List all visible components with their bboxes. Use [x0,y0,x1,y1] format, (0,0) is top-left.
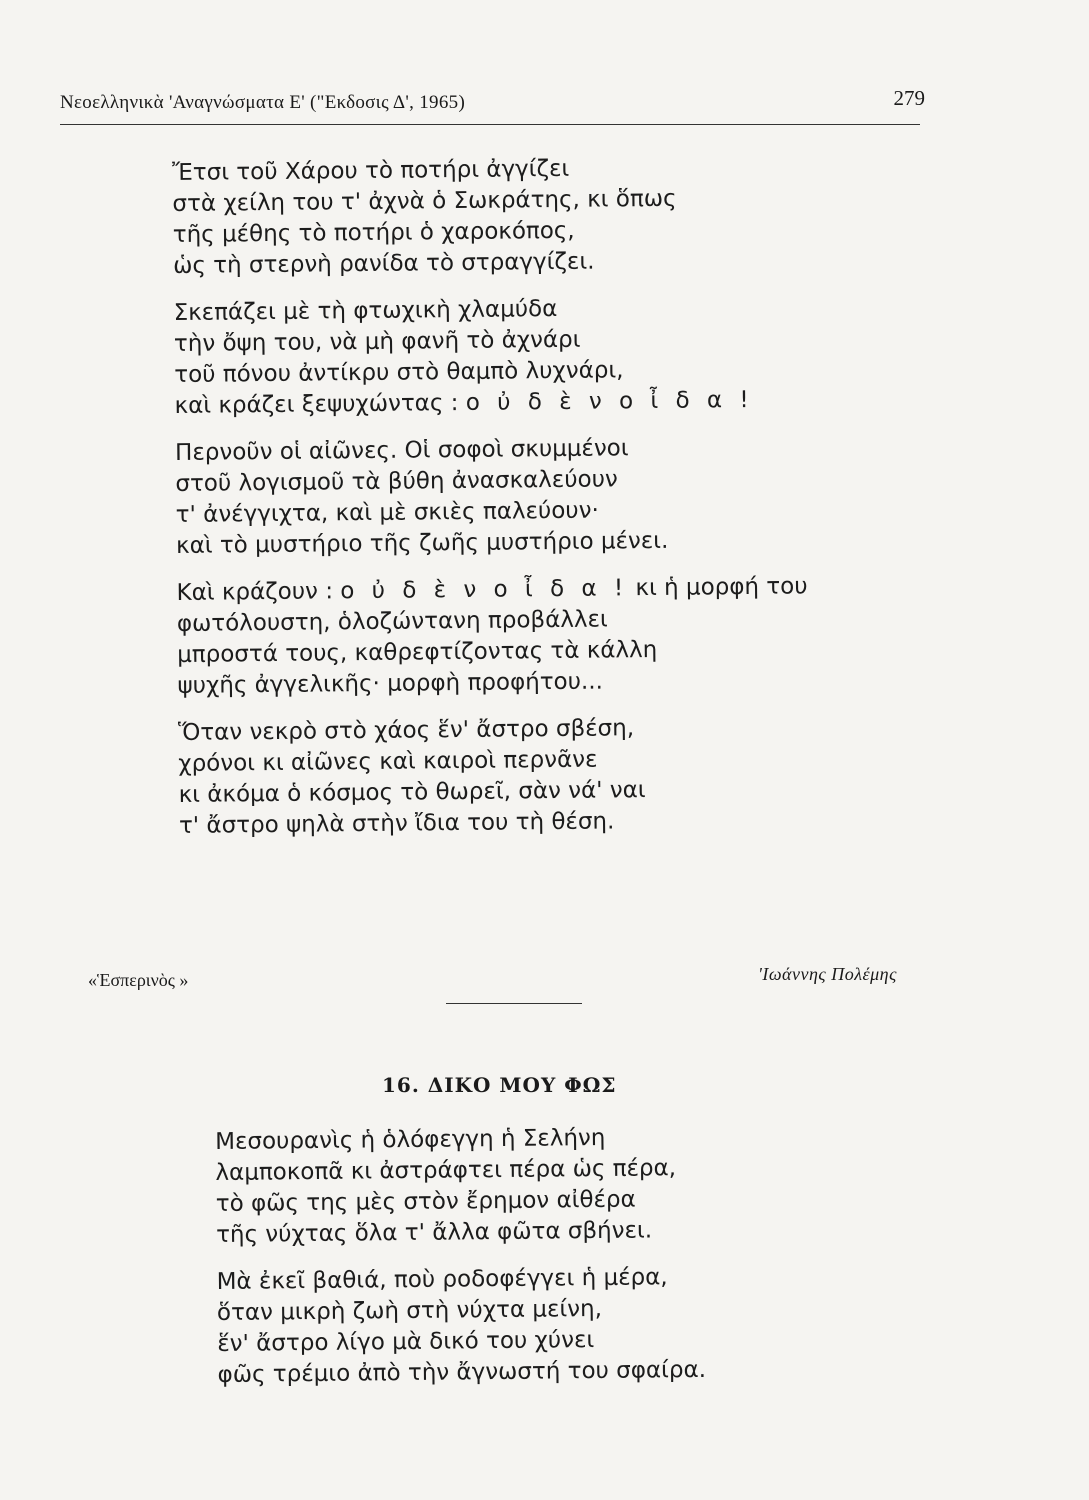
line-text: Καὶ κράζουν : [176,578,334,606]
line-text: κι ἡ μορφή του [635,573,808,602]
poem-diko-mou-fos [215,1122,706,1407]
poem-line: Περνοῦν οἱ αἰῶνες. Οἱ σοφοὶ σκυμμένοι [174,435,629,466]
poem-line: κι ἀκόμα ὁ κόσμος τὸ θωρεῖ, σὰν νά' ναι [178,777,646,808]
stanza [176,571,808,702]
poem-line: φῶς τρέμιο ἀπὸ τὴν ἄγνωστή του σφαίρα. [217,1356,707,1388]
spaced-quote: ο ὐ δ ὲ ν ο ἶ δ α ! [465,386,754,416]
poem-author: 'Ιωάννης Πολέμης [758,964,897,984]
spaced-quote: ο ὐ δ ὲ ν ο ἶ δ α ! [340,575,629,605]
poem-line: τῆς νύχτας ὅλα τ' ἄλλα φῶτα σβήνει. [215,1217,653,1248]
poem-line: Σκεπάζει μὲ τὴ φτωχικὴ χλαμύδα [173,295,558,326]
poem-line: στοῦ λογισμοῦ τὰ βύθη ἀνασκαλεύουν [175,466,618,497]
stanza [173,291,805,422]
poem-line: φωτόλουστη, ὁλοζώντανη προβάλλει [176,606,608,637]
poem-line: Ἔτσι τοῦ Χάρου τὸ ποτήρι ἀγγίζει [172,155,570,186]
poem-line: τὴν ὄψη του, νὰ μὴ φανῆ τὸ ἀχνάρι [173,326,581,357]
poem-line [174,384,805,422]
poem-line: τοῦ πόνου ἀντίκρυ στὸ θαμπὸ λυχνάρι, [174,357,624,388]
header-rule [60,124,920,125]
poem-line: τ' ἄστρο ψηλὰ στὴν ἴδια του τὴ θέση. [178,808,615,839]
stanza [178,711,810,842]
poem-line: τ' ἀνέγγιχτα, καὶ μὲ σκιὲς παλεύουν· [175,497,599,528]
poem-line: ὅταν μικρὴ ζωὴ στὴ νύχτα μείνη, [216,1295,603,1326]
stanza [175,431,807,562]
poem-source: «Ἑσπερινὸς » [88,970,189,990]
stanza [216,1262,706,1391]
poem-line: καὶ τὸ μυστήριο τῆς ζωῆς μυστήριο μένει. [175,527,669,559]
poem-line: χρόνοι κι αἰῶνες καὶ καιροὶ περνᾶνε [178,746,598,777]
poem-line: Μὰ ἐκεῖ βαθιά, ποὺ ροδοφέγγει ἡ μέρα, [216,1264,668,1295]
page-number: 279 [893,86,925,110]
poem-line: τὸ φῶς της μὲς στὸν ἔρημον αἰθέρα [215,1186,636,1217]
poem-socrates [172,151,810,858]
poem-line: ἕν' ἄστρο λίγο μὰ δικό του χύνει [217,1327,595,1357]
poem-line: ὡς τὴ στερνὴ ρανίδα τὸ στραγγίζει. [172,248,595,279]
header-title: Νεοελληνικὰ 'Αναγνώσματα Ε' ("Εκδοσις Δ', 1965) [60,92,466,113]
poem-line: Ὅταν νεκρὸ στὸ χάος ἕν' ἄστρο σβέση, [177,715,635,746]
stanza [172,151,804,282]
section-separator [446,1003,582,1004]
poem-line: Μεσουρανὶς ἡ ὁλόφεγγη ἡ Σελήνη [215,1124,606,1155]
poem-line: στὰ χείλη του τ' ἀχνὰ ὁ Σωκράτης, κι ὅπως [172,185,677,217]
section-heading: 16. ΔΙΚΟ ΜΟΥ ΦΩΣ [382,1073,617,1097]
poem-line: τῆς μέθης τὸ ποτήρι ὁ χαροκόπος, [172,217,575,248]
poem-line: λαμποκοπᾶ κι ἀστράφτει πέρα ὡς πέρα, [215,1155,677,1186]
poem-line: μπροστά τους, καθρεφτίζοντας τὰ κάλλη [177,636,658,668]
line-text: καὶ κράζει ξεψυχώντας : [174,390,459,419]
poem-line [176,571,807,609]
poem-line: ψυχῆς ἀγγελικῆς· μορφὴ προφήτου... [177,668,604,699]
stanza [215,1122,705,1251]
